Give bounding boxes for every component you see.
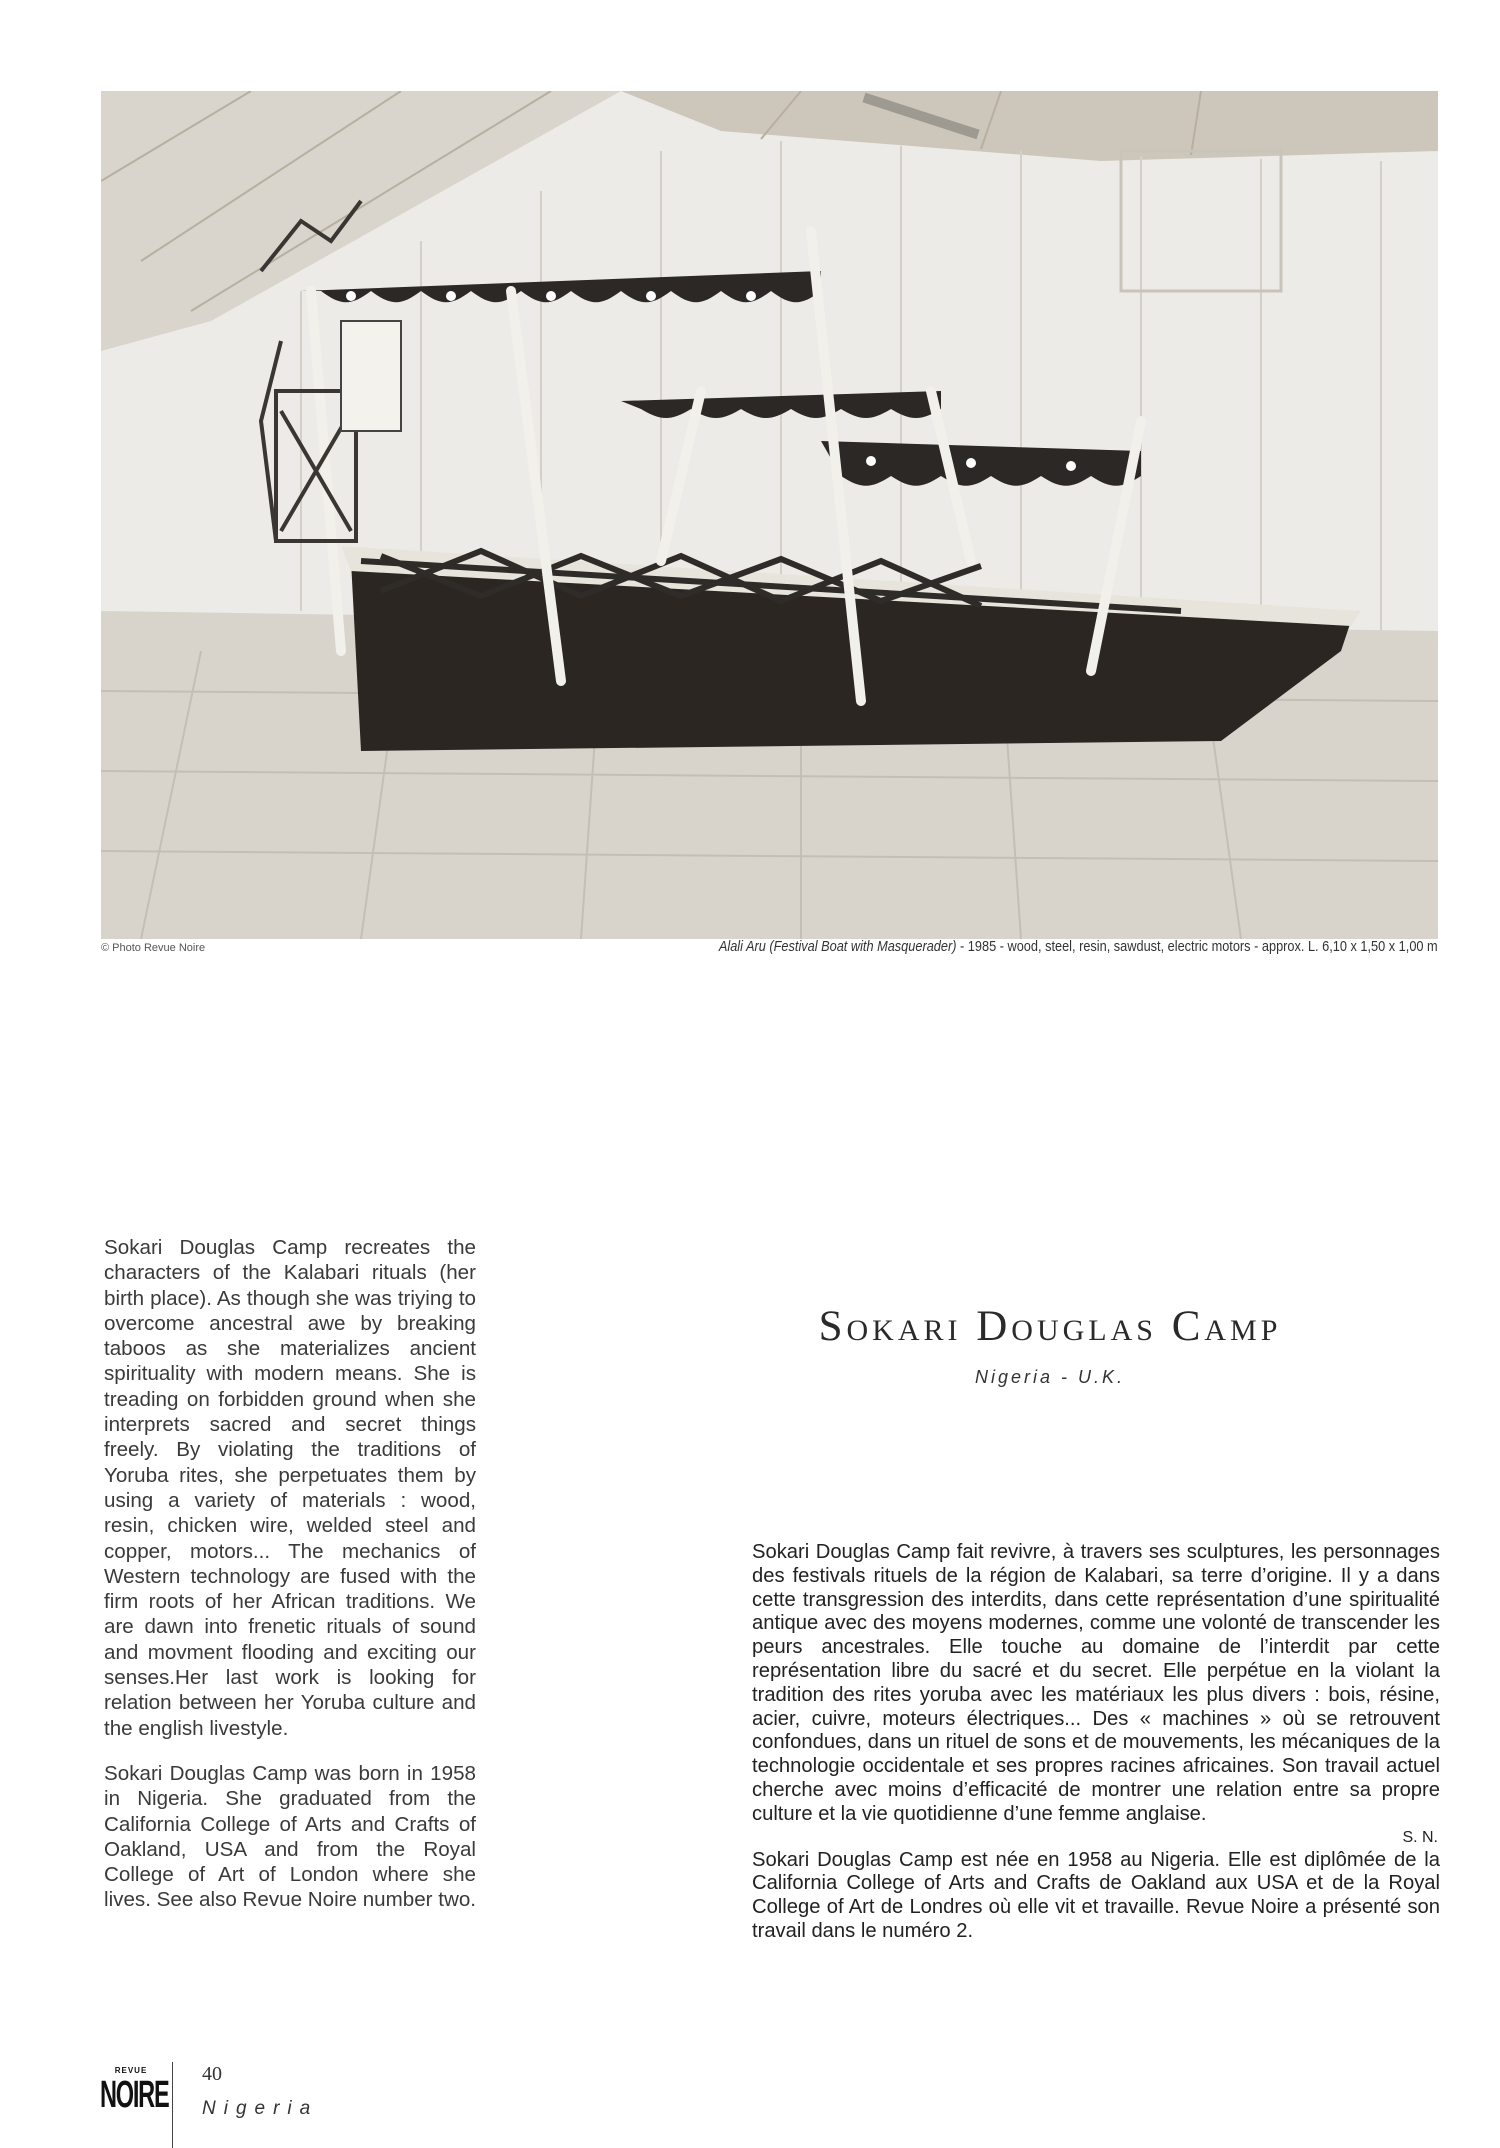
- page-number: 40: [202, 2063, 222, 2085]
- revue-noire-logo: [100, 2066, 169, 2126]
- english-text-column: [104, 1235, 476, 1933]
- french-paragraph-2: Sokari Douglas Camp est née en 1958 au Nigeria. Elle est diplômée de la California College of Arts and Crafts de Oakland aux USA et de la Royal College of Art de Londres où elle vit et travaille. Revue Noire a présenté son travail dans le numéro 2.: [752, 1848, 1440, 1942]
- artist-countries: Nigeria - U.K.: [974, 1367, 1126, 1387]
- french-paragraph-1: Sokari Douglas Camp fait revivre, à travers ses sculptures, les personnages des festivals rituels de la région de Kalabari, sa terre d’origine. Il y a dans cette transgression des interdits, dans cette représentation d’une spiritualité antique avec des moyens modernes, comme une volonté de transcender les peurs ancestrales. Elle touche au domaine de l’interdit par cette représentation libre du sacré et du secret. Elle perpétue en la violant la tradition des rites yoruba avec les matériaux les plus divers : bois, résine, acier, cuivre, moteurs électriques... Des « machines » où se retrouvent confondues, dans un rituel de sons et de mouvements, les mécaniques de la technologie occidentale et ses propres racines africaines. Son travail actuel cherche avec moins d’efficacité de montrer une relation entre sa propre culture et la vie quotidienne d’une femme anglaise.: [752, 1541, 1440, 1825]
- english-paragraph-1: Sokari Douglas Camp recreates the characters of the Kalabari rituals (her birth place). As though she was triying to overcome ancestral awe by breaking taboos as she materializes ancient spirituality with modern means. She is treading on forbidden ground when she interprets sacred and secret things freely. By violating the traditions of Yoruba rites, she perpetuates them by using a variety of materials : wood, resin, chicken wire, welded steel and copper, motors... The mechanics of Western technology are fused with the firm roots of her African traditions. We are dawn into frenetic rituals of sound and movment flooding and exciting our senses.Her last work is looking for relation between her Yoruba culture and the english livestyle.: [104, 1236, 476, 1740]
- sculpture-photo: [101, 91, 1438, 939]
- artist-name: Sokari Douglas Camp: [818, 1303, 1282, 1350]
- festival-boat-illustration: [101, 91, 1438, 939]
- photo-credit: © Photo Revue Noire: [101, 942, 206, 954]
- english-paragraph-2: Sokari Douglas Camp was born in 1958 in Nigeria. She graduated from the California College of Arts and Crafts of Oakland, USA and from the Royal College of Art of London where she lives. See also Revue Noire number two.: [104, 1761, 477, 1912]
- author-signature: S. N.: [1402, 1828, 1438, 1846]
- photo-caption: [719, 938, 1438, 955]
- french-text-column: [752, 1541, 1440, 1944]
- artwork-title: Alali Aru (Festival Boat with Masquerader): [719, 938, 957, 955]
- artwork-details: - 1985 - wood, steel, resin, sawdust, electric motors - approx. L. 6,10 x 1,50 x 1,00 m: [956, 938, 1438, 955]
- footer-divider: [172, 2062, 173, 2148]
- section-name: Nigeria: [202, 2098, 319, 2119]
- logo-top-text: REVUE: [114, 2066, 148, 2075]
- logo-main-text: NOIRE: [100, 2074, 169, 2116]
